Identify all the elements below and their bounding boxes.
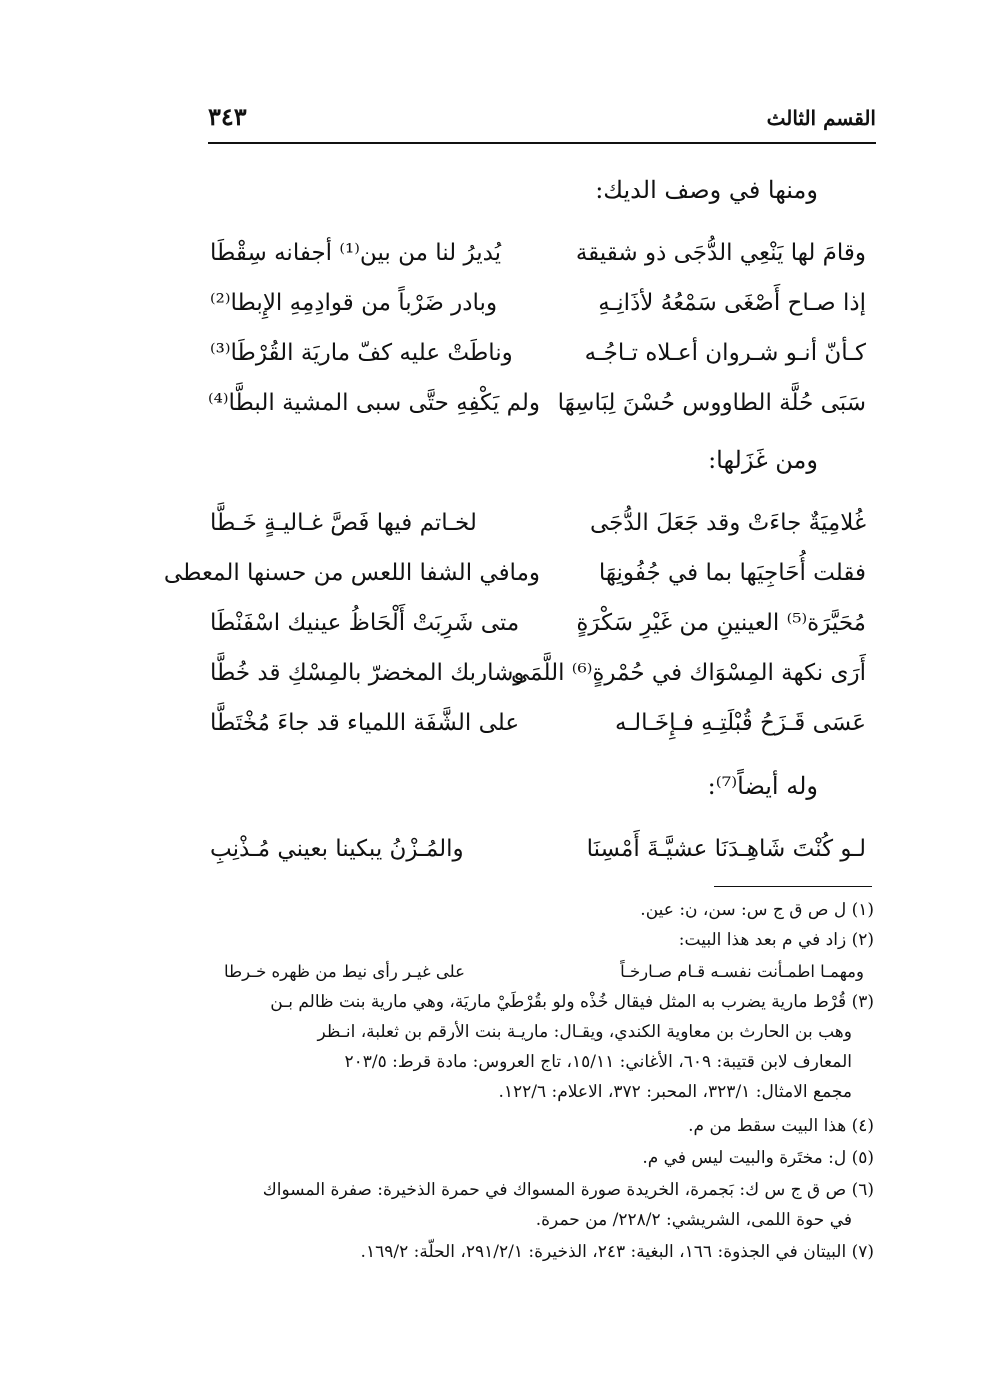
footnote-7: (٧) البيتان في الجذوة: ١٦٦، البغية: ٢٤٣، الذخيرة: ٢٩١/٢/١، الحلّة: ١٦٩/٢.: [360, 1242, 874, 1262]
hemistich-first: إذا صـاح أَصْغَى سَمْعُهُ لأذَانِـهِ: [598, 290, 866, 316]
footnote-5: (٥) ل: مختَرة والبيت ليس في م.: [642, 1148, 874, 1168]
hemistich-second: لخـاتم فيها فَصَّ غـاليـةٍ خَـطَّا: [210, 510, 477, 536]
poem2-verse-5: [210, 710, 866, 754]
footnote-1: (١) ل ص ق ج س: سن، ن: عين.: [640, 900, 874, 920]
hemistich-second: والمُـزْنُ يبكينا بعيني مُـذْنِبِ: [210, 836, 464, 862]
footnote-3-line-4: مجمع الامثال: ٣٢٣/١، المحبر: ٣٧٢، الاعلام: ١٢٢/٦.: [498, 1082, 852, 1102]
hemistich-first: كـأنّ أنـو شـروان أعـلاه تـاجُـه: [584, 340, 866, 366]
footnote-separator: [714, 886, 872, 887]
page-number: ٣٤٣: [208, 102, 247, 131]
hemistich-second: وبادر ضَرْباً من قوادِمِهِ الإِبطا⁽²⁾: [210, 290, 498, 316]
hemistich-first: سَبَى حُلَّة الطاووس حُسْنَ لِبَاسِهَا: [557, 390, 866, 416]
poem1-verse-4: [210, 390, 866, 434]
intro-ghazal: ومن غَزَلها:: [708, 446, 818, 474]
hemistich-first: مُحَيَّرَة⁽⁵⁾ العينينِ من غَيْرِ سَكْرَةٍ: [576, 610, 866, 636]
hemistich-second: على الشَّفَة اللمياء قد جاءَ مُخْتَطَّا: [210, 710, 520, 736]
hemistich-second: ولم يَكْفِهِ حتَّى سبى المشية البطَّا⁽⁴⁾: [208, 390, 540, 416]
footnote-2: (٢) زاد في م بعد هذا البيت:: [678, 930, 874, 950]
poem1-verse-3: [210, 340, 866, 384]
footnote-verse-second: على غيـر رأى نيط من ظهره خـرطا: [224, 962, 465, 981]
hemistich-first: عَسَى قَـزَحُ قُبْلَتِـهِ فـإِخَـالـه: [615, 710, 866, 736]
hemistich-second: وشاربك المخضرّ بالمِسْكِ قد خُطَّا: [210, 660, 525, 686]
poem1-verse-1: [210, 240, 866, 284]
hemistich-second: ومافي الشفا اللعس من حسنها المعطى: [163, 560, 540, 586]
footnote-6-line-2: في حوة اللمى، الشريشي: ٢٢٨/٢/ من حمرة.: [535, 1210, 852, 1230]
poem3-verse-1: [210, 836, 866, 880]
hemistich-first: أَرَى نكهة المِسْوَاك في حُمْرةٍ⁽⁶⁾ اللَّمَى: [511, 660, 866, 686]
poem2-verse-3: [210, 610, 866, 654]
page-header: [208, 102, 876, 144]
hemistich-first: لـو كُنْتَ شَاهِـدَنَا عشيَّـةَ أَمْسِنَا: [586, 836, 866, 862]
footnote-3-line-3: المعارف لابن قتيبة: ٦٠٩، الأغاني: ١٥/١١، تاج العروس: مادة قرط: ٢٠٣/٥: [344, 1052, 852, 1072]
hemistich-first: وقامَ لها يَنْعِي الدُّجَى ذو شقيقة: [575, 240, 866, 266]
footnote-4: (٤) هذا البيت سقط من م.: [688, 1116, 874, 1136]
hemistich-second: يُديرُ لنا من بين⁽¹⁾ أجفانه سِقْطَا: [210, 240, 502, 266]
hemistich-first: غُلامِيَةٌ جاءَتْ وقد جَعَلَ الدُّجَى: [589, 510, 866, 536]
footnote-3-line-1: (٣) قُرْط مارية يضرب به المثل فيقال خُذْه ولو بقُرْطَيْ ماريَة، وهي مارية بنت ظالم بـن: [270, 992, 874, 1012]
footnote-verse-first: ومهمـا اطمـأنت نفسـه قـام صـارخـاً: [620, 962, 864, 981]
hemistich-second: متى شَرِبَتْ أَلْحَاظُ عينيك اسْفَنْطَا: [210, 610, 520, 636]
footnote-2-verse: [224, 962, 864, 988]
footnote-3-line-2: وهب بن الحارث بن معاوية الكندي، ويقـال: ماريـة بنت الأرقم بن ثعلبة، انـظر: [317, 1022, 852, 1042]
poem1-verse-2: [210, 290, 866, 334]
poem2-verse-1: [210, 510, 866, 554]
hemistich-first: فقلت أُحَاجِيَها بما في جُفُونِهَا: [598, 560, 866, 586]
intro-also: وله أيضاً⁽⁷⁾:: [707, 772, 818, 800]
poem2-verse-2: [163, 560, 866, 604]
footnote-6-line-1: (٦) ص ق ج س ك: بَجمرة، الخريدة صورة المسواك في حمرة الذخيرة: صفرة المسواك: [262, 1180, 874, 1200]
intro-rooster: ومنها في وصف الديك:: [595, 176, 818, 204]
hemistich-second: وناطَتْ عليه كفّ ماريَة القُرْطَا⁽³⁾: [210, 340, 513, 366]
section-title: القسم الثالث: [766, 106, 876, 130]
poem2-verse-4: [210, 660, 866, 704]
